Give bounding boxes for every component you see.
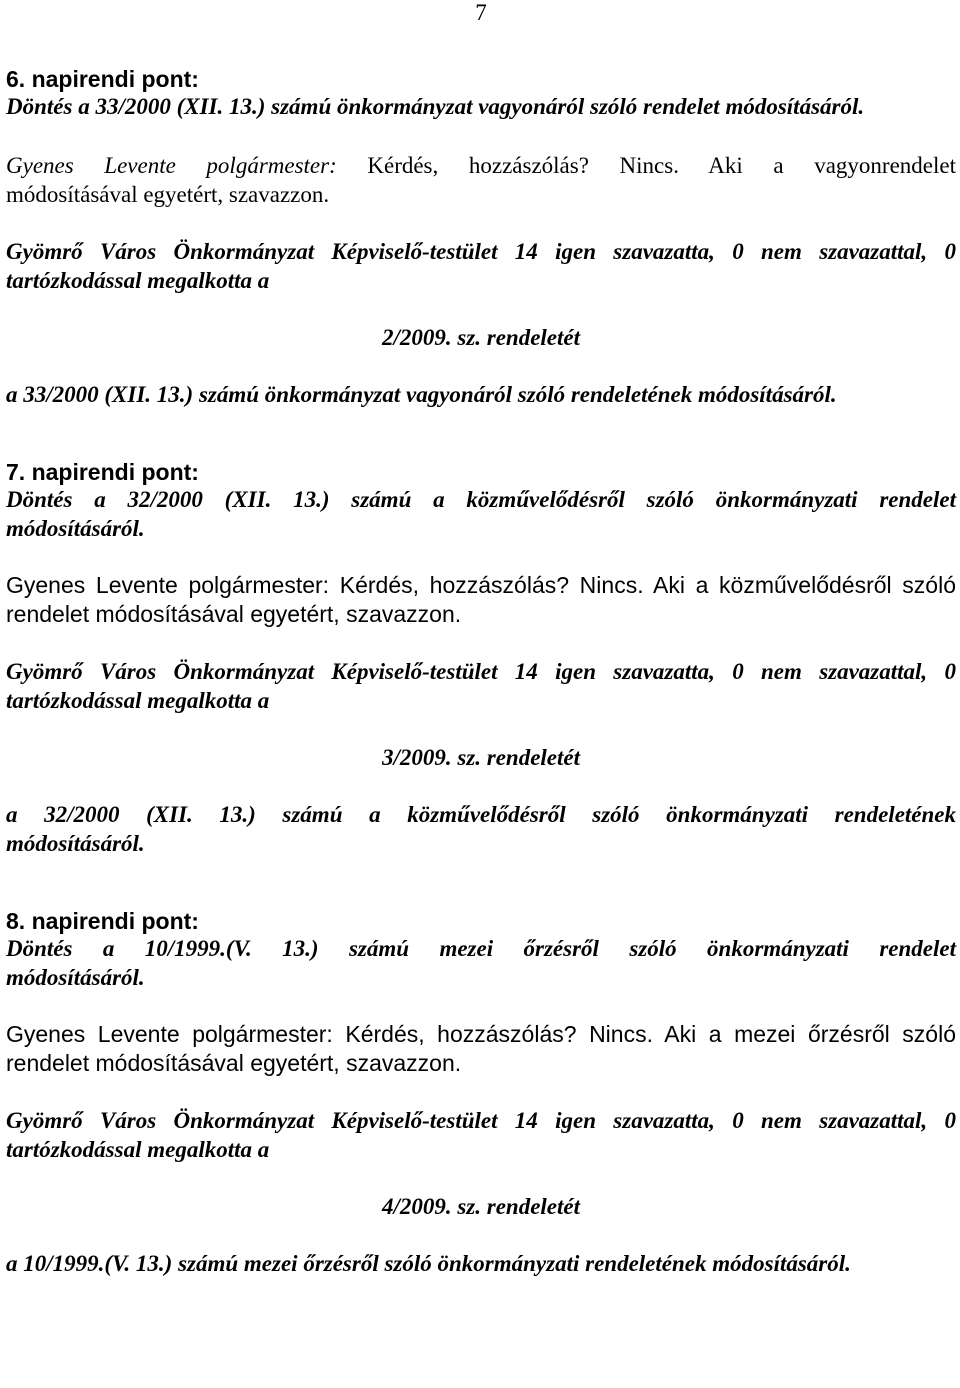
agenda-subject-continuation: módosításáról. (6, 516, 145, 541)
agenda-subject-continuation: módosításáról. (6, 965, 145, 990)
speech-text: Kérdés, hozzászólás? Nincs. Aki a közművelődésről szóló (339, 572, 956, 598)
page-number: 7 (475, 0, 487, 25)
vote-result: Gyömrő Város Önkormányzat Képviselő-testület 14 igen szavazatta, 0 nem szavazattal, 0 (6, 1108, 956, 1133)
speech-text: Kérdés, hozzászólás? Nincs. Aki a vagyonrendelet (367, 153, 956, 178)
agenda-item-7 (6, 459, 956, 858)
speech-text: Kérdés, hozzászólás? Nincs. Aki a mezei őrzésről szóló (345, 1021, 956, 1047)
mayor-speech (6, 1020, 956, 1049)
decree-subject-continuation: módosításáról. (6, 831, 145, 856)
document-body (6, 66, 956, 1278)
agenda-item-8 (6, 908, 956, 1278)
vote-result: Gyömrő Város Önkormányzat Képviselő-testület 14 igen szavazatta, 0 nem szavazattal, 0 (6, 659, 956, 684)
vote-result-continuation: tartózkodással megalkotta a (6, 268, 270, 293)
mayor-speech (6, 571, 956, 600)
decree-subject: a 10/1999.(V. 13.) számú mezei őrzésről szóló önkormányzati rendeletének módosításáról. (6, 1251, 851, 1276)
agenda-item-6 (6, 66, 956, 409)
agenda-heading: 6. napirendi pont: (6, 66, 199, 92)
speaker-name: Gyenes Levente polgármester: (6, 153, 337, 178)
agenda-subject: Döntés a 32/2000 (XII. 13.) számú a közművelődésről szóló önkormányzati rendelet (6, 487, 956, 512)
decree-number: 3/2009. sz. rendeletét (381, 745, 581, 770)
vote-result-continuation: tartózkodással megalkotta a (6, 1137, 270, 1162)
agenda-subject: Döntés a 33/2000 (XII. 13.) számú önkormányzat vagyonáról szóló rendelet módosításáról. (6, 94, 865, 119)
decree-subject: a 32/2000 (XII. 13.) számú a közművelődésről szóló önkormányzati rendeletének (6, 802, 956, 827)
speech-continuation: rendelet módosításával egyetért, szavazzon. (6, 601, 462, 627)
vote-result: Gyömrő Város Önkormányzat Képviselő-testület 14 igen szavazatta, 0 nem szavazattal, 0 (6, 239, 956, 264)
speaker-name: Gyenes Levente polgármester: (6, 572, 330, 598)
mayor-speech (6, 151, 956, 180)
decree-number: 2/2009. sz. rendeletét (381, 325, 581, 350)
speech-continuation: módosításával egyetért, szavazzon. (6, 182, 330, 207)
decree-number: 4/2009. sz. rendeletét (381, 1194, 581, 1219)
speech-continuation: rendelet módosításával egyetért, szavazzon. (6, 1050, 462, 1076)
decree-subject: a 33/2000 (XII. 13.) számú önkormányzat vagyonáról szóló rendeletének módosításáról. (6, 382, 837, 407)
agenda-subject: Döntés a 10/1999.(V. 13.) számú mezei őrzésről szóló önkormányzati rendelet (6, 936, 956, 961)
speaker-name: Gyenes Levente polgármester: (6, 1021, 333, 1047)
agenda-heading: 8. napirendi pont: (6, 908, 199, 934)
agenda-heading: 7. napirendi pont: (6, 459, 199, 485)
vote-result-continuation: tartózkodással megalkotta a (6, 688, 270, 713)
